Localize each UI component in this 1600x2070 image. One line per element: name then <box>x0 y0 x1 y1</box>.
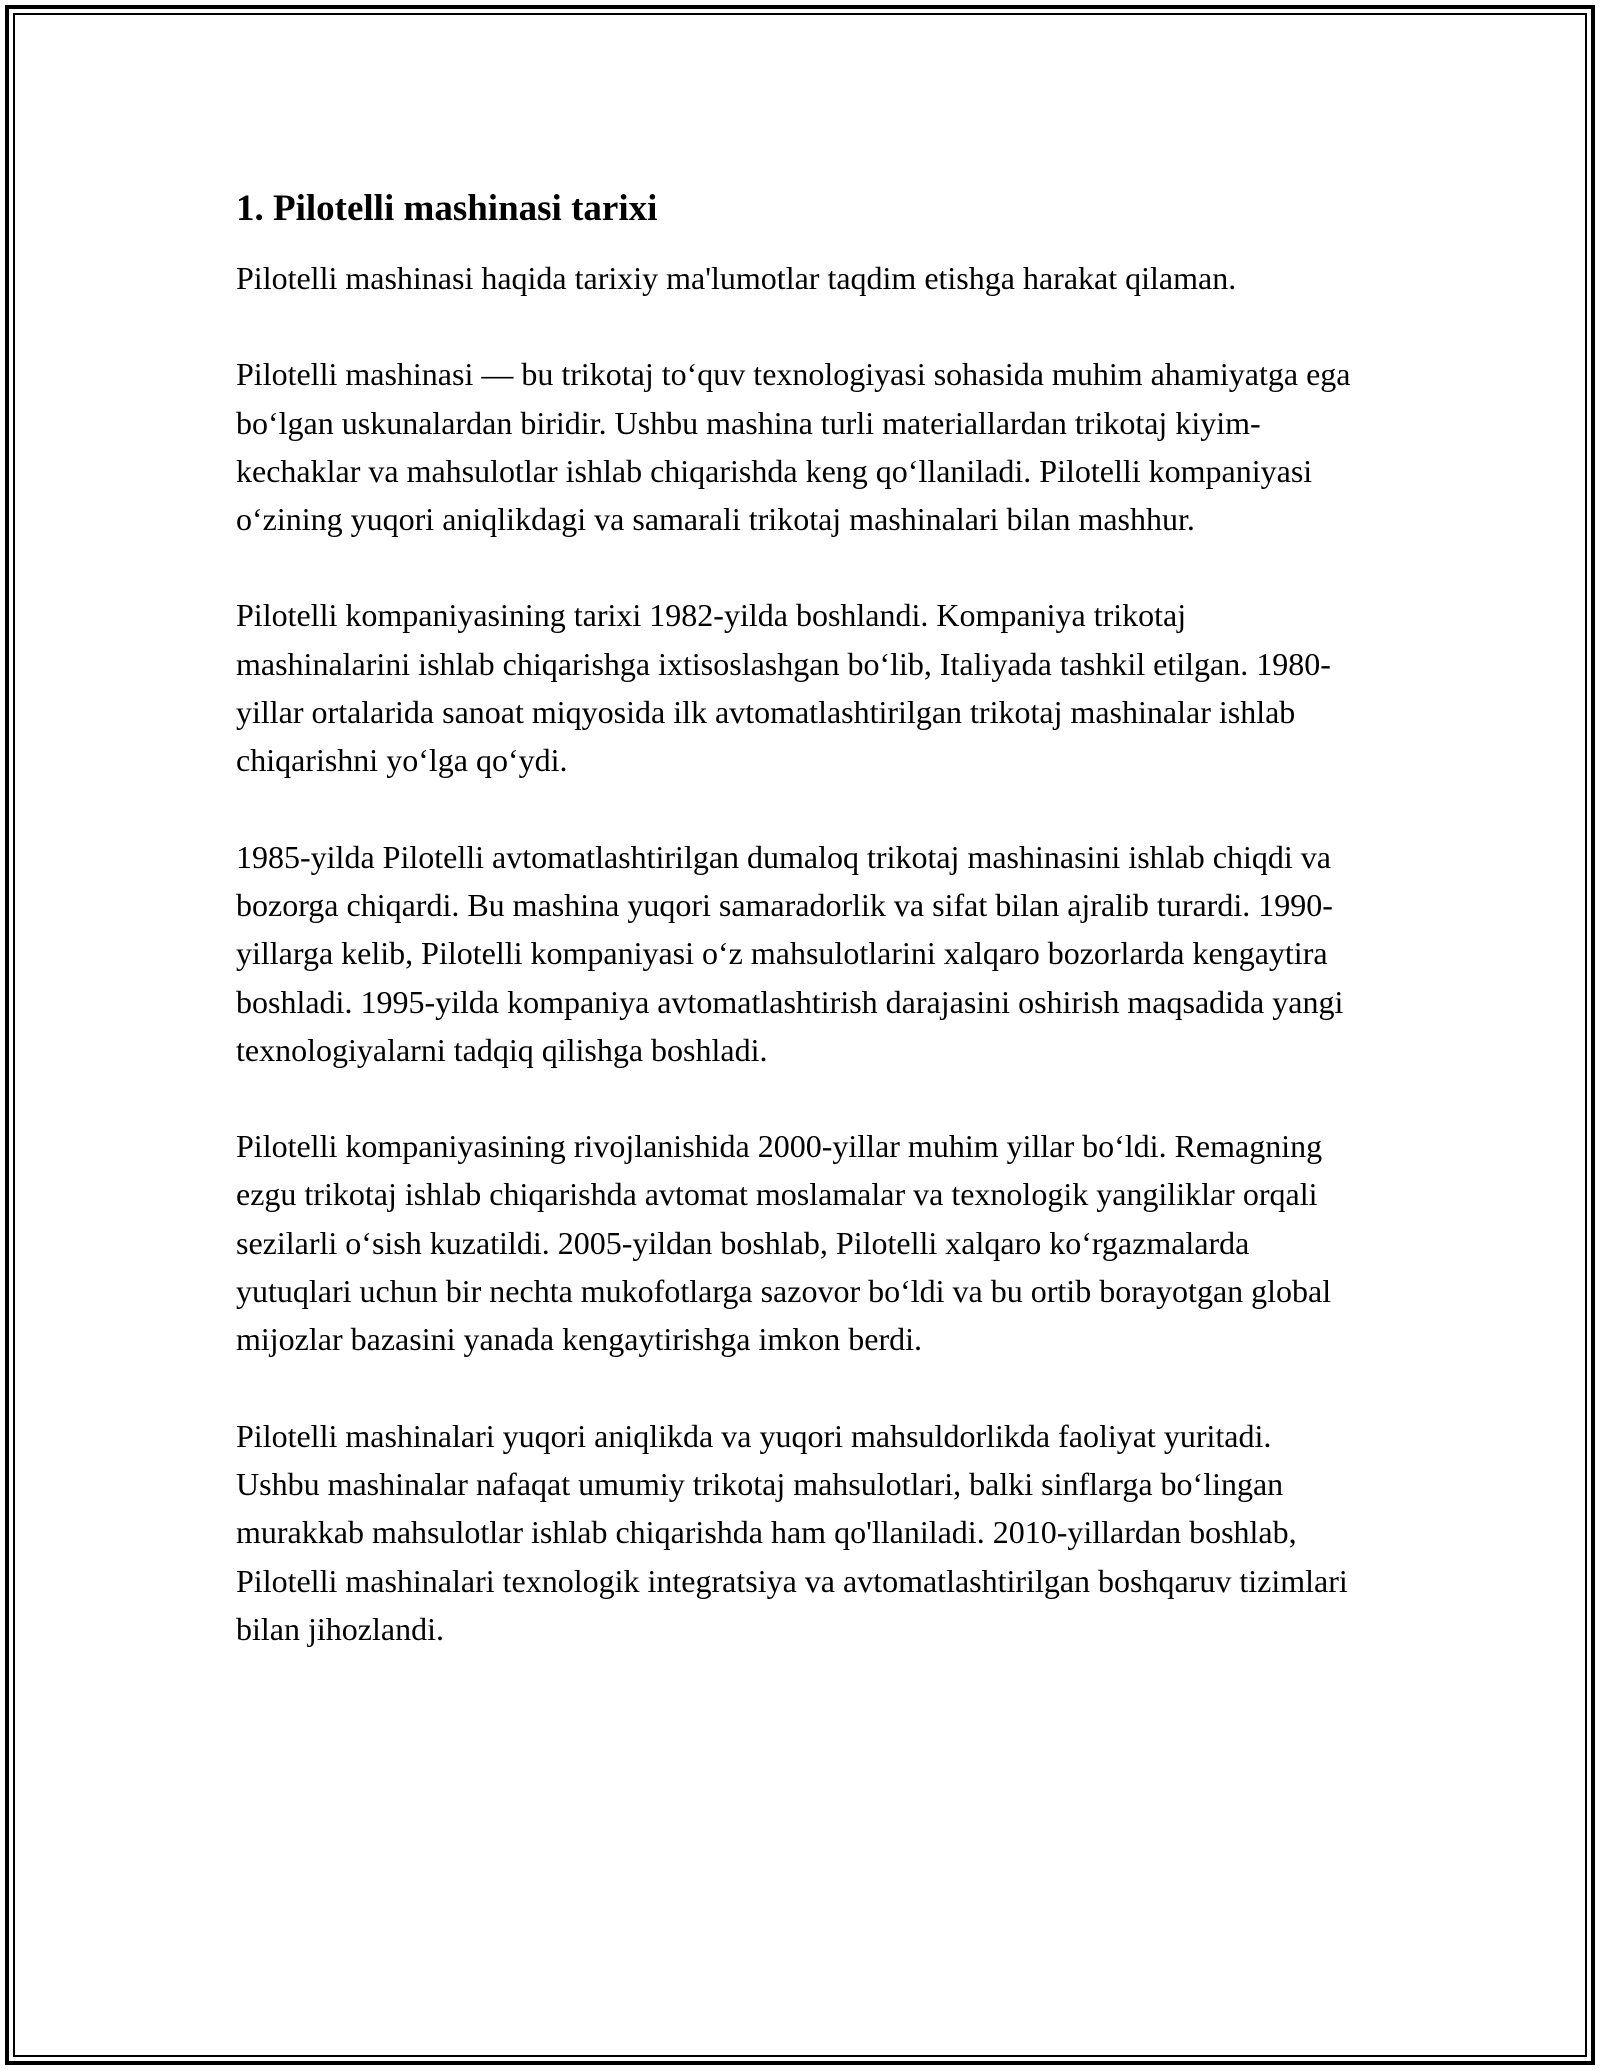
paragraph-1985: 1985-yilda Pilotelli avtomatlashtirilgan dumaloq trikotaj mashinasini ishlab chiqdi va bozorga chiqardi. Bu mashina yuqori samaradorlik va sifat bilan ajralib turardi. 1990-yillarga kelib, Pilotelli kompaniyasi oʻz mahsulotlarini xalqaro bozorlarda kengaytira boshladi. 1995-yilda kompaniya avtomatlashtirish darajasini oshirish maqsadida yangi texnologiyalarni tadqiq qilishga boshladi. <box>236 838 1344 1068</box>
section-heading: 1. Pilotelli mashinasi tarixi <box>236 188 658 229</box>
paragraph-intro: Pilotelli mashinasi haqida tarixiy ma'lumotlar taqdim etishga harakat qilaman. <box>236 260 1237 296</box>
paragraph-founding: Pilotelli kompaniyasining tarixi 1982-yilda boshlandi. Kompaniya trikotaj mashinalarini ishlab chiqarishga ixtisoslashgan boʻlib, Italiyada tashkil etilgan. 1980-yillar ortalarida sanoat miqyosida ilk avtomatlashtirilgan trikotaj mashinalar ishlab chiqarishni yoʻlga qoʻydi. <box>236 597 1331 779</box>
document-body <box>236 186 1356 1701</box>
paragraph-2000s: Pilotelli kompaniyasining rivojlanishida 2000-yillar muhim yillar boʻldi. Remagning ezgu trikotaj ishlab chiqarishda avtomat moslamalar va texnologik yangiliklar orqali sezilarli oʻsish kuzatildi. 2005-yildan boshlab, Pilotelli xalqaro koʻrgazmalarda yutuqlari uchun bir nechta mukofotlarga sazovor boʻldi va bu ortib borayotgan global mijozlar bazasini yanada kengaytirishga imkon berdi. <box>236 1128 1332 1358</box>
paragraph-overview: Pilotelli mashinasi — bu trikotaj toʻquv texnologiyasi sohasida muhim ahamiyatga ega boʻlgan uskunalardan biridir. Ushbu mashina turli materiallardan trikotaj kiyim-kechaklar va mahsulotlar ishlab chiqarishda keng qoʻllaniladi. Pilotelli kompaniyasi oʻzining yuqori aniqlikdagi va samarali trikotaj mashinalari bilan mashhur. <box>236 356 1351 538</box>
paragraph-2010s: Pilotelli mashinalari yuqori aniqlikda va yuqori mahsuldorlikda faoliyat yuritadi. Ushbu mashinalar nafaqat umumiy trikotaj mahsulotlari, balki sinflarga boʻlingan murakkab mahsulotlar ishlab chiqarishda ham qo'llaniladi. 2010-yillardan boshlab, Pilotelli mashinalari texnologik integratsiya va avtomatlashtirilgan boshqaruv tizimlari bilan jihozlandi. <box>236 1417 1348 1647</box>
